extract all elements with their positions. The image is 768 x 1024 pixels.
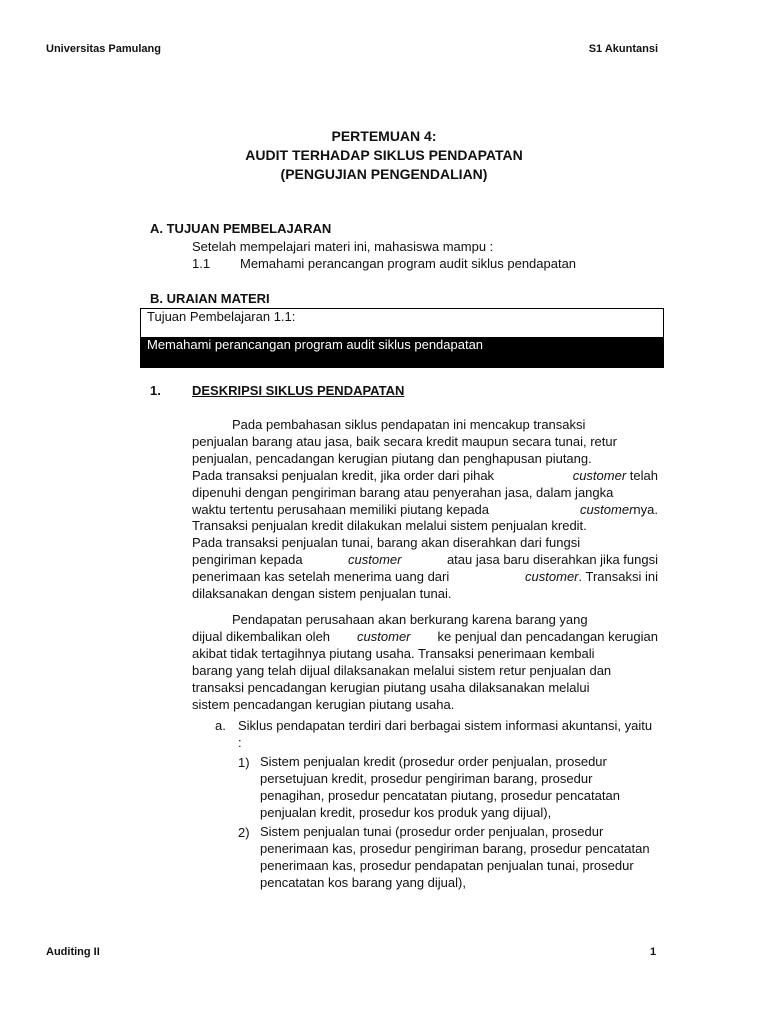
text-line [192,663,658,680]
text-span: yaitu : [238,718,653,750]
italic-term: customer [357,628,411,644]
paragraph-2 [192,612,658,713]
header-program: S1 Akuntansi [588,43,658,55]
list-marker-1: 1) [238,755,250,770]
text-span: pengiriman kepada [192,552,303,568]
text-line [192,629,658,646]
text-span: penjualan kredit, prosedur kos produk yang dijual), [260,804,552,820]
text-span: penerimaan kas setelah menerima uang dari [192,569,450,585]
text-line [192,697,658,714]
text-span: Sistem penjualan kredit (prosedur order penjualan, prosedur [260,754,607,769]
text-span: Pada pembahasan siklus pendapatan ini mencakup transaksi [232,417,586,432]
text-line [192,552,658,569]
italic-term: customer [579,501,634,517]
text-span: Pada transaksi penjualan kredit, jika order dari pihak [192,467,495,483]
objective-box [140,308,664,368]
text-span: persetujuan kredit, prosedur pengiriman barang, prosedur [260,770,593,786]
paragraph-1 [192,417,658,603]
text-line [260,788,620,803]
objective-text: Memahami perancangan program audit siklus pendapatan [240,256,577,271]
text-line [192,569,658,586]
list-item-a [238,718,658,752]
text-span: tunai, prosedur pencatatan kos barang yang dijual), [260,857,634,890]
text-span: pencatatan penerimaan kas, prosedur pendapatan penjualan [260,840,650,873]
text-line [192,646,658,663]
page-title-line3: (PENGUJIAN PENGENDALIAN) [280,166,488,182]
text-span: dijual dikembalikan oleh [192,628,331,644]
text-span: waktu tertentu perusahaan memiliki piutang kepada [192,501,490,517]
text-line [260,805,551,820]
header-institution: Universitas Pamulang [46,43,161,55]
subsection-number: 1. [150,383,161,398]
section-b-heading: B. URAIAN MATERI [150,291,270,306]
text-span: penjualan, pencadangan kerugian piutang dan penghapusan piutang. [192,450,592,466]
text-line [260,771,592,786]
text-span: transaksi pencadangan kerugian piutang usaha dilaksanakan melalui [192,679,590,695]
text-span: sistem pencadangan kerugian piutang usaha. [192,696,455,712]
text-span: penjualan barang atau jasa, baik secara kredit maupun secara tunai, retur [192,433,617,449]
text-span: dipenuhi dengan pengiriman barang atau penyerahan jasa, dalam jangka [192,484,614,500]
text-span: Sistem penjualan tunai (prosedur order penjualan, prosedur [260,824,604,839]
section-a-intro: Setelah mempelajari materi ini, mahasiswa mampu : [192,239,494,254]
text-span: Pada transaksi penjualan tunai, barang akan diserahkan dari fungsi [192,535,581,551]
text-span: akibat tidak tertagihnya piutang usaha. Transaksi penerimaan kembali [192,645,595,661]
list-marker-2: 2) [238,825,250,840]
italic-term: customer [348,552,402,568]
text-line [260,824,603,839]
text-line [260,841,582,856]
text-span: Transaksi penjualan kredit dilakukan melalui sistem penjualan kredit. [192,518,587,534]
text-line [192,434,658,451]
text-line [192,586,658,603]
page-title-line2: AUDIT TERHADAP SIKLUS PENDAPATAN [245,147,523,163]
page-number: 1 [650,946,657,958]
text-span: telah [629,467,658,483]
text-line [238,718,621,733]
text-span: Siklus pendapatan terdiri dari berbagai sistem informasi akuntansi, [238,718,621,733]
text-span: dilaksanakan dengan sistem penjualan tunai. [192,586,452,602]
text-span: barang yang telah dijual dilaksanakan melalui sistem retur penjualan dan [192,662,612,678]
objective-number: 1.1 [192,256,211,271]
text-line [192,612,658,629]
footer-course: Auditing II [46,946,100,958]
list-marker-a: a. [215,718,226,733]
text-span: Pendapatan perusahaan akan berkurang karena barang yang [232,612,588,627]
text-line [192,535,658,552]
list-item-1 [260,754,658,822]
text-line [192,485,658,502]
section-a-heading: A. TUJUAN PEMBELAJARAN [150,221,332,236]
italic-term: customer [525,569,579,585]
objective-box-label: Tujuan Pembelajaran 1.1: [147,309,296,324]
list-item-2 [260,824,658,892]
text-span: atau jasa baru diserahkan jika fungsi [446,552,658,568]
text-line [192,680,658,697]
italic-term: customer [572,467,627,483]
objective-box-text: Memahami perancangan program audit siklus pendapatan [141,337,663,367]
text-span: ke penjual dan pencadangan kerugian [437,628,658,644]
page-title-line1: PERTEMUAN 4: [331,128,437,144]
text-line [192,417,658,434]
text-span: penagihan, prosedur pencatatan piutang, prosedur pencatatan [260,787,620,803]
text-line [192,468,658,485]
text-span: nya. [633,501,658,517]
text-line [192,502,658,519]
text-span: . Transaksi ini [578,569,658,585]
text-line [192,451,658,468]
text-line [260,754,607,769]
text-line [192,518,658,535]
subsection-heading: DESKRIPSI SIKLUS PENDAPATAN [192,383,405,398]
text-span: penerimaan kas, prosedur pengiriman barang, prosedur [260,840,582,856]
